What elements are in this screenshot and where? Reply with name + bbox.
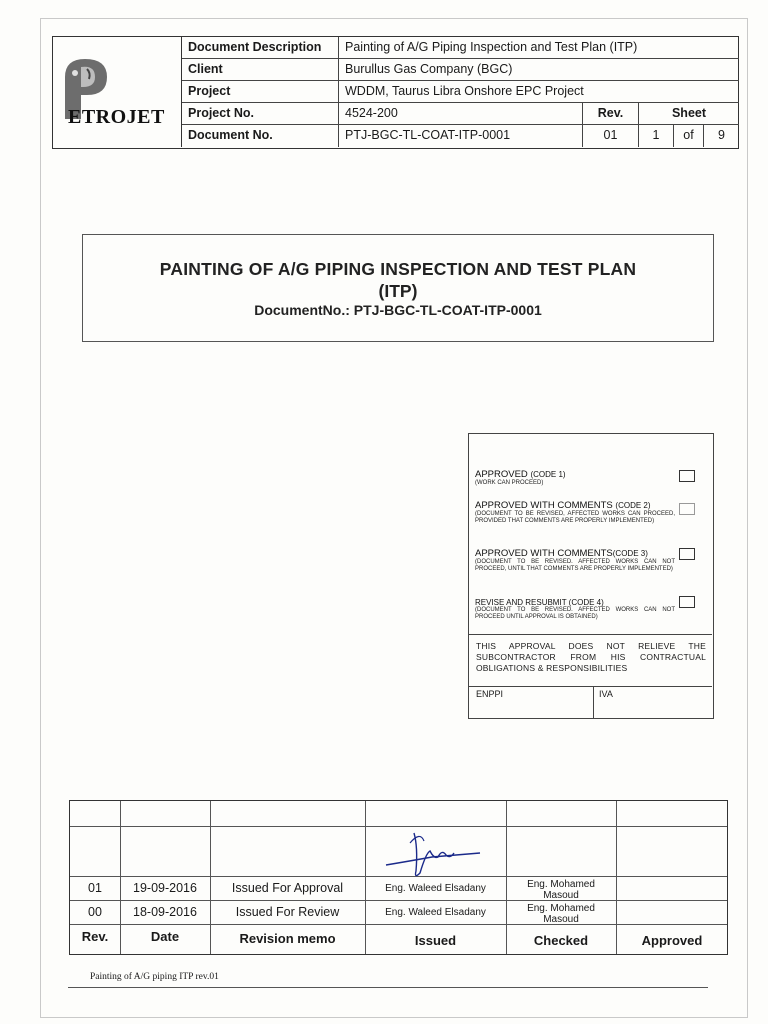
approval-code-2 (475, 500, 709, 526)
approval-desc: (DOCUMENT TO BE REVISED. AFFECTED WORKS CAN NOT PROCEED UNTIL APPROVAL IS OBTAINED) (475, 607, 675, 621)
description-value: Painting of A/G Piping Inspection and Test Plan (ITP) (345, 40, 638, 54)
page-footer (68, 969, 708, 988)
approval-title: APPROVED (475, 469, 528, 480)
project-no-label: Project No. (182, 103, 339, 124)
approval-title: APPROVED WITH COMMENTS (475, 548, 613, 559)
sheet-label: Sheet (638, 103, 739, 124)
document-title-abbrev: (ITP) (378, 281, 418, 301)
approval-desc: (DOCUMENT TO BE REVISED. AFFECTED WORKS CAN NOT PROCEED, UNTIL THAT COMMENTS ARE PROPERLY IMPLEMENTED) (475, 559, 675, 573)
client-label: Client (182, 59, 339, 80)
rev-memo: Issued For Review (235, 905, 340, 919)
enppi-label: ENPPI (476, 689, 504, 699)
approval-code: (CODE 4) (568, 598, 604, 607)
approval-desc: (WORK CAN PROCEED) (475, 480, 544, 486)
approval-desc: (DOCUMENT TO BE REVISED, AFFECTED WORKS CAN PROCEED, PROVIDED THAT COMMENTS ARE PROPERLY IMPLEMENTED) (475, 511, 675, 525)
project-no-value: 4524-200 (345, 106, 398, 120)
rev-checked: Eng. Mohamed Masoud (527, 903, 595, 925)
approval-note: THIS APPROVAL DOES NOT RELIEVE THE SUBCONTRACTOR FROM HIS CONTRACTUAL OBLIGATIONS & RESPONSIBILITIES (469, 634, 712, 674)
logo-text: ETROJET (68, 106, 165, 128)
footer-text: Painting of A/G piping ITP rev.01 (90, 972, 219, 982)
description-label: Document Description (182, 37, 339, 58)
header-row-document-no (182, 125, 739, 147)
col-header-memo: Revision memo (239, 931, 336, 946)
document-no-label: Document No. (182, 125, 339, 147)
rev-issued: Eng. Waleed Elsadany (385, 883, 486, 894)
rev-label: Rev. (582, 103, 638, 124)
col-header-date: Date (150, 929, 180, 944)
approval-title: REVISE AND RESUBMIT (475, 598, 567, 607)
approval-checkbox[interactable] (679, 548, 695, 560)
approval-signoff (469, 686, 712, 718)
approval-code: (CODE 3) (612, 549, 648, 558)
signature-icon (380, 823, 490, 881)
approval-checkbox[interactable] (679, 503, 695, 515)
col-header-approved: Approved (641, 933, 703, 948)
document-title-box (82, 234, 714, 342)
rev-number: 00 (88, 905, 102, 919)
rev-date: 18-09-2016 (133, 905, 197, 919)
project-value: WDDM, Taurus Libra Onshore EPC Project (345, 84, 584, 98)
header-row-project (182, 81, 739, 103)
approval-code-3 (475, 548, 709, 574)
iva-label: IVA (599, 689, 613, 699)
col-header-checked: Checked (533, 933, 589, 948)
approval-code-4 (475, 598, 709, 622)
approval-code-1 (475, 469, 709, 487)
company-logo (53, 37, 182, 147)
document-no-value: PTJ-BGC-TL-COAT-ITP-0001 (345, 128, 511, 142)
rev-checked: Eng. Mohamed Masoud (527, 879, 595, 901)
approval-stamp (468, 433, 714, 719)
approval-title: APPROVED WITH COMMENTS (475, 500, 613, 511)
client-value: Burullus Gas Company (BGC) (345, 62, 513, 76)
document-title: PAINTING OF A/G PIPING INSPECTION AND TEST PLAN (159, 259, 637, 279)
header-row-client (182, 59, 739, 81)
sheet-total: 9 (703, 125, 739, 147)
revision-table (69, 800, 728, 955)
col-header-issued: Issued (414, 933, 457, 948)
rev-memo: Issued For Approval (231, 881, 344, 895)
approval-checkbox[interactable] (679, 596, 695, 608)
sheet-value: 1 (638, 125, 673, 147)
project-label: Project (182, 81, 339, 102)
rev-date: 19-09-2016 (133, 881, 197, 895)
approval-checkbox[interactable] (679, 470, 695, 482)
rev-number: 01 (88, 881, 102, 895)
col-header-rev: Rev. (81, 929, 109, 944)
approval-code: (CODE 2) (615, 501, 651, 510)
header-row-description (182, 37, 739, 59)
rev-issued: Eng. Waleed Elsadany (385, 907, 486, 918)
rev-value: 01 (582, 125, 638, 147)
document-number-title: DocumentNo.: PTJ-BGC-TL-COAT-ITP-0001 (254, 302, 542, 318)
sheet-of: of (673, 125, 703, 147)
document-header (52, 36, 739, 149)
approval-code: (CODE 1) (530, 470, 566, 479)
header-row-project-no (182, 103, 739, 125)
